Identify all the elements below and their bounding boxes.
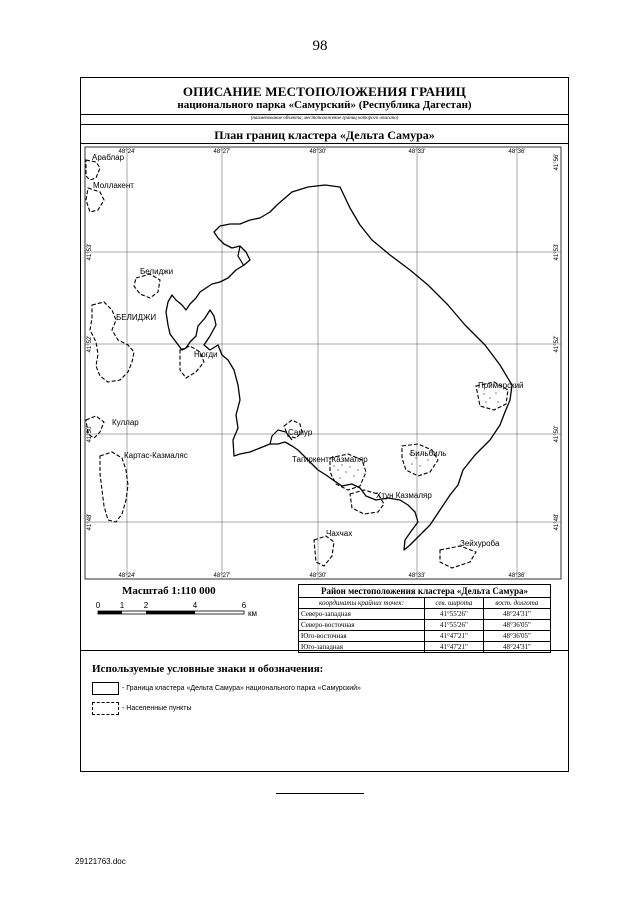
place-label-hyun-kazmalyar: Хтун Казмаляр — [376, 491, 432, 500]
table-cell: 41°47'21" — [424, 631, 483, 642]
table-cell: Юго-восточная — [299, 631, 425, 642]
divider — [80, 650, 569, 651]
table-cell: 41°55'26" — [424, 609, 483, 620]
settlement-chakhchakh — [314, 536, 334, 566]
scale-tick: 4 — [192, 601, 198, 610]
place-label-chakhchakh: Чахчах — [326, 529, 353, 538]
cluster-map — [80, 143, 569, 583]
lon-label-top: 48°27' — [213, 149, 231, 155]
place-label-belidzhi: Белиджи — [140, 267, 174, 276]
map-frame — [85, 147, 561, 579]
title-note: (наименование объекта, местоположение границ которого описано) — [250, 116, 399, 121]
table-cell: Северо-западная — [299, 609, 425, 620]
divider — [80, 124, 569, 125]
legend-boundary-swatch — [92, 682, 119, 695]
scale-bar — [90, 598, 270, 628]
cluster-boundary — [166, 185, 512, 550]
coordinate-grid — [85, 147, 561, 579]
lat-label-right: 41°56' — [554, 153, 560, 171]
table-cell: Северо-восточная — [299, 620, 425, 631]
document-filename: 29121763.doc — [75, 857, 126, 866]
place-label-arablyar: Араблар — [92, 153, 125, 162]
place-label-mollakent: Моллакент — [93, 181, 134, 190]
table-header: координаты крайних точек: — [299, 598, 425, 609]
table-cell: 48°24'31" — [483, 642, 550, 653]
table-cell: 48°36'05" — [483, 631, 550, 642]
scale-tick: 0 — [95, 601, 101, 610]
lon-label-bottom: 48°30' — [309, 573, 327, 579]
place-label-kullar: Куллар — [112, 418, 139, 427]
plan-title: План границ кластера «Дельта Самура» — [214, 128, 435, 142]
settlement-mollakent — [86, 188, 104, 212]
table-cell: Юго-западная — [299, 642, 425, 653]
settlement-outlines — [86, 160, 508, 568]
place-label-primorsky: Приморский — [478, 381, 524, 390]
scale-unit: км — [248, 609, 257, 618]
table-header: вост. долгота — [483, 598, 550, 609]
lon-label-top: 48°36' — [508, 149, 526, 155]
title-line-2: национального парка «Самурский» (Республика Дагестан) — [177, 99, 472, 111]
lat-label-right: 41°52' — [554, 335, 560, 353]
table-cell: 48°24'31" — [483, 609, 550, 620]
coordinates-table — [298, 584, 551, 653]
scale-tick: 2 — [143, 601, 149, 610]
lat-label-left: 41°50' — [87, 425, 93, 443]
lon-label-bottom: 48°24' — [118, 573, 136, 579]
divider — [80, 114, 569, 115]
settlement-belidzhi-small — [134, 274, 160, 298]
legend-settlement-swatch — [92, 702, 119, 715]
lon-label-top: 48°30' — [309, 149, 327, 155]
title-line-1: ОПИСАНИЕ МЕСТОПОЛОЖЕНИЯ ГРАНИЦ — [182, 84, 467, 99]
lon-label-bottom: 48°27' — [213, 573, 231, 579]
settlement-zeikhuroba — [440, 546, 476, 568]
table-cell: 41°55'26" — [424, 620, 483, 631]
coordinates-table-caption: Район местоположения кластера «Дельта Самура» — [298, 584, 551, 597]
place-label-nyugdi: Нюгди — [194, 350, 218, 359]
table-cell: 48°36'05" — [483, 620, 550, 631]
lat-label-right: 41°53' — [554, 243, 560, 261]
table-cell: 41°47'21" — [424, 642, 483, 653]
place-label-kartas-kazmalyas: Картас-Казмаляс — [124, 451, 188, 460]
lon-label-top: 48°33' — [408, 149, 426, 155]
table-header: сев. широта — [424, 598, 483, 609]
place-label-tagirkent-kazmalyar: Тагиркент-Казмаляр — [292, 455, 368, 464]
table-row — [299, 631, 551, 642]
table-row — [299, 620, 551, 631]
legend-boundary-text: - Граница кластера «Дельта Самура» национального парка «Самурский» — [122, 685, 361, 692]
legend-settlement-text: - Населенные пункты — [122, 705, 192, 712]
place-label-samur: Самур — [288, 428, 313, 437]
lon-label-bottom: 48°33' — [408, 573, 426, 579]
lon-label-top: 48°24' — [118, 149, 136, 155]
settlement-kartas-kazmalyas — [100, 452, 128, 522]
scale-tick: 6 — [241, 601, 247, 610]
page-number: 98 — [312, 38, 328, 54]
scale-tick: 1 — [119, 601, 125, 610]
footer-rule — [276, 793, 364, 794]
lat-label-right: 41°48' — [554, 513, 560, 531]
lat-label-left: 41°52' — [87, 335, 93, 353]
lat-label-right: 41°50' — [554, 425, 560, 443]
scale-title: Масштаб 1:110 000 — [122, 585, 216, 597]
lat-label-left: 41°48' — [87, 513, 93, 531]
lat-label-left: 41°53' — [87, 243, 93, 261]
place-label-belidzhi-town: БЕЛИДЖИ — [116, 313, 157, 322]
legend-title: Используемые условные знаки и обозначения: — [92, 663, 324, 675]
lon-label-bottom: 48°36' — [508, 573, 526, 579]
place-label-zeikhuroba: Зейхуроба — [460, 539, 500, 548]
stipple-areas — [333, 392, 499, 483]
settlement-arablyar — [86, 160, 100, 180]
table-row — [299, 609, 551, 620]
place-label-bilbil: Бильбиль — [410, 449, 447, 458]
